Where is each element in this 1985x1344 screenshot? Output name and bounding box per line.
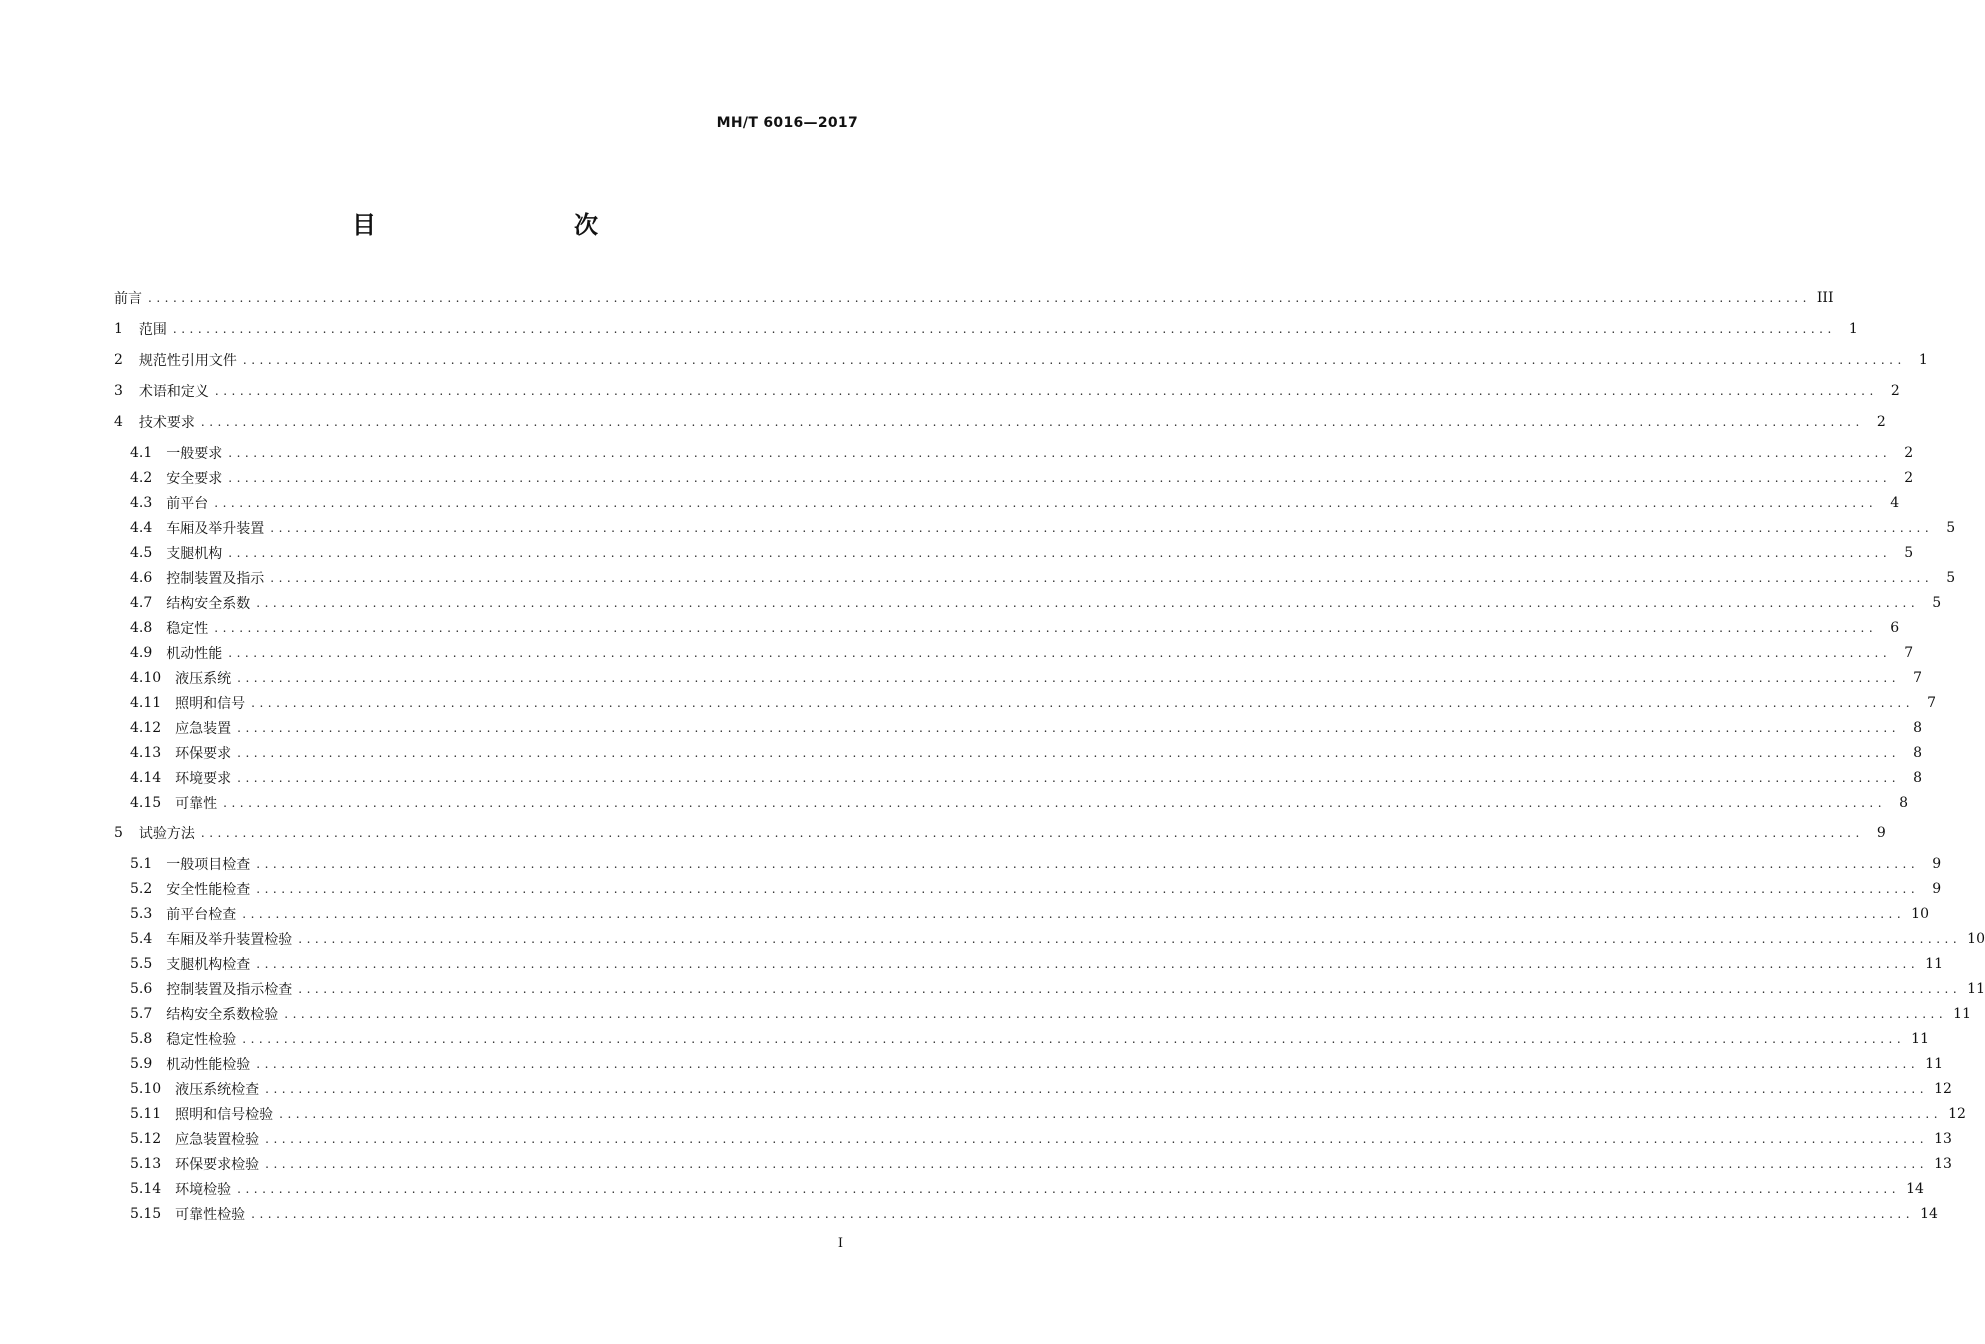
toc-entry[interactable] <box>114 716 1923 740</box>
toc-entry-number: 1 <box>114 321 123 337</box>
toc-entry-number: 4.12 <box>130 720 162 736</box>
toc-entry-number: 4.4 <box>130 520 153 536</box>
toc-entry-number: 3 <box>114 383 123 399</box>
toc-entry-label: 技术要求 <box>138 415 195 431</box>
toc-leader-dots: ........................................................................................................................................................................................................ <box>228 471 1892 485</box>
toc-leader-dots: ........................................................................................................................................................................................................ <box>237 771 1901 785</box>
toc-entry[interactable] <box>114 348 1928 372</box>
toc-entry-label: 控制装置及指示 <box>166 571 265 587</box>
toc-entry-number: 4.2 <box>130 470 153 486</box>
toc-leader-dots: ........................................................................................................................................................................................................ <box>265 1157 1929 1171</box>
toc-entry-number: 5.11 <box>130 1106 162 1122</box>
toc-entry-number: 4.10 <box>130 670 162 686</box>
toc-entry-number: 5.14 <box>130 1181 162 1197</box>
toc-entry[interactable] <box>114 641 1914 665</box>
toc-leader-dots: ........................................................................................................................................................................................................ <box>242 907 1906 921</box>
toc-entry[interactable] <box>114 877 1942 901</box>
toc-entry-number: 5.2 <box>130 881 153 897</box>
toc-entry-label: 车厢及举升装置检验 <box>166 932 293 948</box>
toc-entry-number: 4.7 <box>130 595 153 611</box>
toc-entry-number: 4.5 <box>130 545 153 561</box>
toc-entry[interactable] <box>114 491 1900 515</box>
toc-entry-page: 7 <box>1913 670 1923 686</box>
toc-entry-page: 11 <box>1925 1056 1943 1072</box>
toc-entry-label: 照明和信号检验 <box>175 1107 274 1123</box>
toc-entry[interactable] <box>114 1077 1952 1101</box>
toc-entry-label: 照明和信号 <box>175 696 246 712</box>
toc-leader-dots: ........................................................................................................................................................................................................ <box>256 1057 1920 1071</box>
toc-entry-page: 9 <box>1876 825 1886 841</box>
toc-entry-page: 7 <box>1904 645 1914 661</box>
toc-entry[interactable] <box>114 566 1956 590</box>
toc-entry-page: 5 <box>1904 545 1914 561</box>
toc-entry-page: 2 <box>1904 470 1914 486</box>
toc-entry-page: 5 <box>1932 595 1942 611</box>
toc-entry-number: 4.8 <box>130 620 153 636</box>
toc-entry[interactable] <box>114 821 1886 845</box>
toc-leader-dots: ........................................................................................................................................................................................................ <box>242 353 1906 367</box>
toc-leader-dots: ........................................................................................................................................................................................................ <box>279 1107 1943 1121</box>
toc-entry-page: 1 <box>1848 321 1858 337</box>
toc-entry[interactable] <box>114 766 1923 790</box>
toc-entry-label: 机动性能 <box>166 646 223 662</box>
toc-entry-page: 2 <box>1890 383 1900 399</box>
toc-leader-dots: ........................................................................................................................................................................................................ <box>237 1182 1901 1196</box>
toc-entry-page: 14 <box>1906 1181 1924 1197</box>
toc-entry-number: 4 <box>114 414 123 430</box>
toc-entry-page: 9 <box>1932 881 1942 897</box>
toc-entry[interactable] <box>114 466 1914 490</box>
toc-entry-label: 安全性能检查 <box>166 882 251 898</box>
toc-entry-label: 安全要求 <box>166 471 223 487</box>
toc-entry[interactable] <box>114 1052 1943 1076</box>
toc-entry-label: 一般要求 <box>166 446 223 462</box>
toc-entry-number: 5.15 <box>130 1206 162 1222</box>
toc-entry-number: 4.9 <box>130 645 153 661</box>
toc-entry-page: 11 <box>1925 956 1943 972</box>
toc-entry-page: 8 <box>1913 745 1923 761</box>
toc-entry-number: 5.10 <box>130 1081 162 1097</box>
toc-entry-label: 结构安全系数检验 <box>166 1007 279 1023</box>
toc-entry-label: 稳定性 <box>166 621 209 637</box>
toc-leader-dots: ........................................................................................................................................................................................................ <box>200 826 1864 840</box>
toc-leader-dots: ........................................................................................................................................................................................................ <box>228 546 1892 560</box>
toc-entry-page: 8 <box>1913 720 1923 736</box>
toc-entry-label: 支腿机构检查 <box>166 957 251 973</box>
toc-entry-label: 环境要求 <box>175 771 232 787</box>
toc-entry-page: 2 <box>1904 445 1914 461</box>
toc-leader-dots: ........................................................................................................................................................................................................ <box>200 415 1864 429</box>
toc-leader-dots: ........................................................................................................................................................................................................ <box>237 721 1901 735</box>
toc-entry-label: 术语和定义 <box>138 384 209 400</box>
toc-entry[interactable] <box>114 516 1956 540</box>
toc-entry-page: 2 <box>1876 414 1886 430</box>
toc-entry-number: 5.1 <box>130 856 153 872</box>
toc-leader-dots: ........................................................................................................................................................................................................ <box>223 796 1887 810</box>
toc-entry-number: 4.1 <box>130 445 153 461</box>
toc-entry-page: 13 <box>1934 1131 1952 1147</box>
page-title: 目 次 <box>352 211 648 239</box>
toc-entry-page: 7 <box>1927 695 1937 711</box>
toc-entry-label: 液压系统检查 <box>175 1082 260 1098</box>
toc-entry-label: 控制装置及指示检查 <box>166 982 293 998</box>
toc-leader-dots: ........................................................................................................................................................................................................ <box>237 671 1901 685</box>
toc-leader-dots: ........................................................................................................................................................................................................ <box>242 1032 1906 1046</box>
toc-entry-page: 5 <box>1946 520 1956 536</box>
toc-entry[interactable] <box>114 286 1834 310</box>
toc-entry-number: 5.12 <box>130 1131 162 1147</box>
toc-entry[interactable] <box>114 791 1909 815</box>
toc-leader-dots: ........................................................................................................................................................................................................ <box>270 571 1934 585</box>
toc-entry-page: 11 <box>1911 1031 1929 1047</box>
toc-entry-label: 试验方法 <box>138 826 195 842</box>
toc-entry-label: 环保要求 <box>175 746 232 762</box>
toc-entry-label: 机动性能检验 <box>166 1057 251 1073</box>
toc-entry-number: 5.3 <box>130 906 153 922</box>
toc-entry[interactable] <box>114 666 1923 690</box>
toc-entry-page: 8 <box>1899 795 1909 811</box>
toc-leader-dots: ........................................................................................................................................................................................................ <box>265 1132 1929 1146</box>
toc-leader-dots: ........................................................................................................................................................................................................ <box>256 957 1920 971</box>
toc-leader-dots: ........................................................................................................................................................................................................ <box>256 857 1920 871</box>
toc-entry-label: 前平台 <box>166 496 209 512</box>
toc-entry[interactable] <box>114 441 1914 465</box>
toc-entry-page: 12 <box>1934 1081 1952 1097</box>
toc-entry-number: 5.7 <box>130 1006 153 1022</box>
toc-entry-page: 8 <box>1913 770 1923 786</box>
toc-entry[interactable] <box>114 1202 1938 1226</box>
toc-entry-label: 环境检验 <box>175 1182 232 1198</box>
toc-leader-dots: ........................................................................................................................................................................................................ <box>270 521 1934 535</box>
toc-entry-number: 4.15 <box>130 795 162 811</box>
toc-leader-dots: ........................................................................................................................................................................................................ <box>214 621 1878 635</box>
toc-entry-number: 5.5 <box>130 956 153 972</box>
toc-entry-number: 5.6 <box>130 981 153 997</box>
toc-entry[interactable] <box>114 902 1929 926</box>
toc-entry-label: 前言 <box>114 291 142 307</box>
toc-entry[interactable] <box>114 952 1943 976</box>
toc-leader-dots: ........................................................................................................................................................................................................ <box>172 322 1836 336</box>
toc-entry-label: 范围 <box>138 322 167 338</box>
toc-entry-number: 4.3 <box>130 495 153 511</box>
toc-leader-dots: ........................................................................................................................................................................................................ <box>298 982 1962 996</box>
toc-entry[interactable] <box>114 317 1858 341</box>
toc-entry[interactable] <box>114 1152 1952 1176</box>
toc-leader-dots: ........................................................................................................................................................................................................ <box>148 291 1811 305</box>
toc-entry[interactable] <box>114 541 1914 565</box>
toc-entry-page: 6 <box>1890 620 1900 636</box>
toc-entry-label: 应急装置检验 <box>175 1132 260 1148</box>
toc-entry-label: 液压系统 <box>175 671 232 687</box>
toc-leader-dots: ........................................................................................................................................................................................................ <box>214 496 1878 510</box>
toc-entry-page: 1 <box>1918 352 1928 368</box>
toc-entry-page: 11 <box>1967 981 1985 997</box>
toc-entry-label: 稳定性检验 <box>166 1032 237 1048</box>
toc-leader-dots: ........................................................................................................................................................................................................ <box>251 696 1915 710</box>
toc-entry-number: 5 <box>114 825 123 841</box>
toc-entry-page: 5 <box>1946 570 1956 586</box>
toc-leader-dots: ........................................................................................................................................................................................................ <box>298 932 1962 946</box>
toc-entry-number: 2 <box>114 352 123 368</box>
toc-entry-label: 车厢及举升装置 <box>166 521 265 537</box>
toc-entry-page: III <box>1816 290 1834 306</box>
toc-entry[interactable] <box>114 410 1886 434</box>
toc-entry-label: 规范性引用文件 <box>138 353 237 369</box>
toc-leader-dots: ........................................................................................................................................................................................................ <box>256 596 1920 610</box>
toc-entry[interactable] <box>114 852 1942 876</box>
toc-entry[interactable] <box>114 741 1923 765</box>
toc-leader-dots: ........................................................................................................................................................................................................ <box>228 446 1892 460</box>
toc-entry[interactable] <box>114 1127 1952 1151</box>
toc-entry-label: 前平台检查 <box>166 907 237 923</box>
toc-entry-number: 4.6 <box>130 570 153 586</box>
toc-leader-dots: ........................................................................................................................................................................................................ <box>265 1082 1929 1096</box>
toc-entry[interactable] <box>114 591 1942 615</box>
toc-leader-dots: ........................................................................................................................................................................................................ <box>214 384 1878 398</box>
toc-entry-number: 5.13 <box>130 1156 162 1172</box>
toc-entry[interactable] <box>114 379 1900 403</box>
toc-leader-dots: ........................................................................................................................................................................................................ <box>237 746 1901 760</box>
toc-entry-page: 12 <box>1948 1106 1966 1122</box>
toc-entry-page: 14 <box>1920 1206 1938 1222</box>
toc-entry-label: 应急装置 <box>175 721 232 737</box>
toc-entry[interactable] <box>114 927 1985 951</box>
toc-entry-number: 4.13 <box>130 745 162 761</box>
toc-entry-label: 支腿机构 <box>166 546 223 562</box>
toc-entry[interactable] <box>114 616 1900 640</box>
toc-entry-label: 结构安全系数 <box>166 596 251 612</box>
toc-entry-label: 一般项目检查 <box>166 857 251 873</box>
toc-entry-page: 9 <box>1932 856 1942 872</box>
toc-entry[interactable] <box>114 1102 1966 1126</box>
toc-entry-number: 5.4 <box>130 931 153 947</box>
toc-entry-page: 13 <box>1934 1156 1952 1172</box>
toc-entry-number: 4.11 <box>130 695 162 711</box>
toc-entry-number: 5.9 <box>130 1056 153 1072</box>
toc-entry-page: 4 <box>1890 495 1900 511</box>
toc-entry[interactable] <box>114 691 1937 715</box>
toc-entry-label: 可靠性 <box>175 796 218 812</box>
toc-entry-number: 4.14 <box>130 770 162 786</box>
toc-leader-dots: ........................................................................................................................................................................................................ <box>256 882 1920 896</box>
toc-entry[interactable] <box>114 1177 1924 1201</box>
toc-entry-label: 环保要求检验 <box>175 1157 260 1173</box>
toc-entry-page: 11 <box>1953 1006 1971 1022</box>
toc-entry-number: 5.8 <box>130 1031 153 1047</box>
toc-leader-dots: ........................................................................................................................................................................................................ <box>251 1207 1915 1221</box>
toc-entry[interactable] <box>114 1002 1971 1026</box>
standard-code: MH/T 6016—2017 <box>716 115 858 131</box>
toc-leader-dots: ........................................................................................................................................................................................................ <box>228 646 1892 660</box>
toc-entry[interactable] <box>114 977 1985 1001</box>
toc-entry-page: 10 <box>1911 906 1929 922</box>
toc-entry[interactable] <box>114 1027 1929 1051</box>
toc-entry-label: 可靠性检验 <box>175 1207 246 1223</box>
page-number: I <box>837 1236 843 1251</box>
toc-entry-page: 10 <box>1967 931 1985 947</box>
toc-leader-dots: ........................................................................................................................................................................................................ <box>284 1007 1948 1021</box>
